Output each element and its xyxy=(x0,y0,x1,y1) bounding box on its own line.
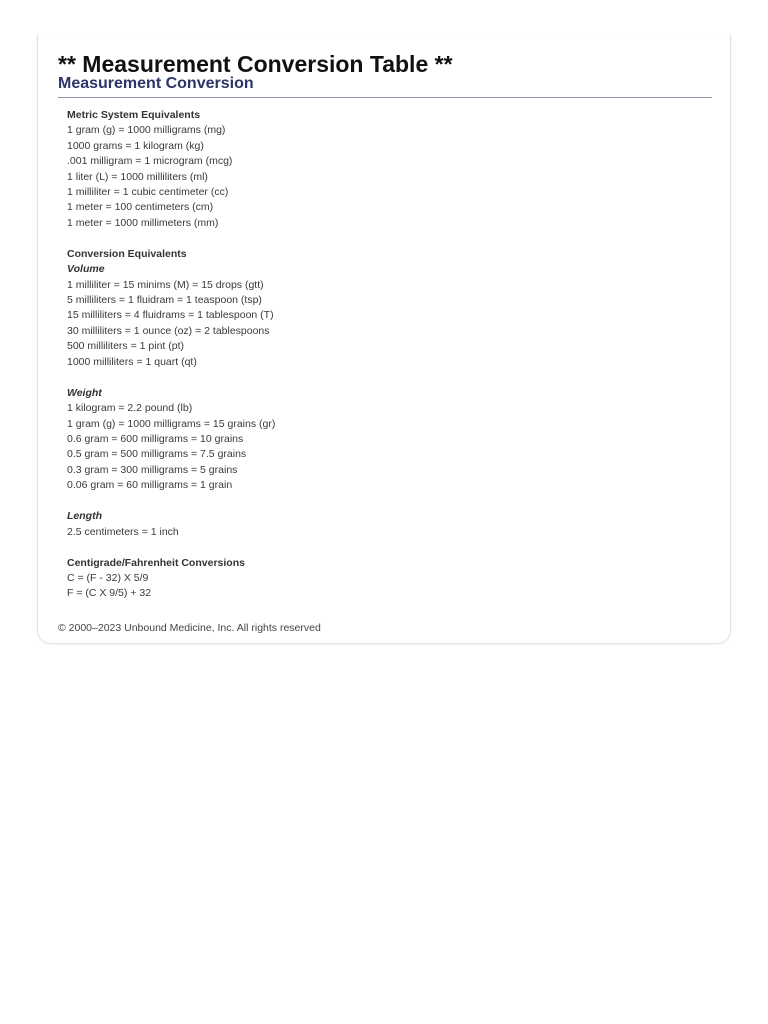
section-heading: Conversion Equivalents xyxy=(67,247,187,260)
metric-line: 1 gram (g) = 1000 milligrams (mg) xyxy=(67,124,226,137)
section-subheading: Length xyxy=(67,510,102,523)
weight-line: 0.3 gram = 300 milligrams = 5 grains xyxy=(67,463,238,476)
section-subheading: Weight xyxy=(67,386,102,399)
metric-line: 1 liter (L) = 1000 milliliters (ml) xyxy=(67,170,208,183)
length-line: 2.5 centimeters = 1 inch xyxy=(67,525,179,538)
page-subtitle: Measurement Conversion xyxy=(58,74,712,98)
metric-line: 1 meter = 100 centimeters (cm) xyxy=(67,201,214,214)
temperature-section xyxy=(67,556,707,602)
section-heading: Metric System Equivalents xyxy=(67,109,201,121)
weight-line: 0.6 gram = 600 milligrams = 10 grains xyxy=(67,432,244,445)
weight-line: 1 kilogram = 2.2 pound (lb) xyxy=(67,402,193,415)
volume-line: 30 milliliters = 1 ounce (oz) = 2 tablespoons xyxy=(67,324,270,337)
volume-line: 500 milliliters = 1 pint (pt) xyxy=(67,340,185,353)
metric-line: 1 meter = 1000 millimeters (mm) xyxy=(67,216,219,229)
metric-line: 1000 grams = 1 kilogram (kg) xyxy=(67,139,204,152)
conversion-content xyxy=(67,108,707,617)
weight-section xyxy=(67,386,707,494)
weight-line: 1 gram (g) = 1000 milligrams = 15 grains (gr) xyxy=(67,417,276,430)
copyright-footer: © 2000–2023 Unbound Medicine, Inc. All rights reserved xyxy=(58,622,321,634)
weight-line: 0.5 gram = 500 milligrams = 7.5 grains xyxy=(67,448,247,461)
section-subheading: Volume xyxy=(67,263,105,276)
temperature-line: C = (F - 32) X 5/9 xyxy=(67,571,149,584)
volume-line: 1000 milliliters = 1 quart (qt) xyxy=(67,355,197,368)
volume-line: 5 milliliters = 1 fluidram = 1 teaspoon (tsp) xyxy=(67,294,262,307)
temperature-line: F = (C X 9/5) + 32 xyxy=(67,587,152,600)
content-card xyxy=(37,34,731,644)
length-section xyxy=(67,509,707,540)
weight-line: 0.06 gram = 60 milligrams = 1 grain xyxy=(67,479,233,492)
volume-section xyxy=(67,247,707,370)
page-title: ** Measurement Conversion Table ** xyxy=(58,51,453,77)
metric-section xyxy=(67,108,707,231)
section-heading: Centigrade/Fahrenheit Conversions xyxy=(67,556,245,569)
metric-line: .001 milligram = 1 microgram (mcg) xyxy=(67,155,233,168)
volume-line: 1 milliliter = 15 minims (M) = 15 drops (gtt) xyxy=(67,278,264,291)
metric-line: 1 milliliter = 1 cubic centimeter (cc) xyxy=(67,186,229,199)
volume-line: 15 milliliters = 4 fluidrams = 1 tablespoon (T) xyxy=(67,309,274,322)
